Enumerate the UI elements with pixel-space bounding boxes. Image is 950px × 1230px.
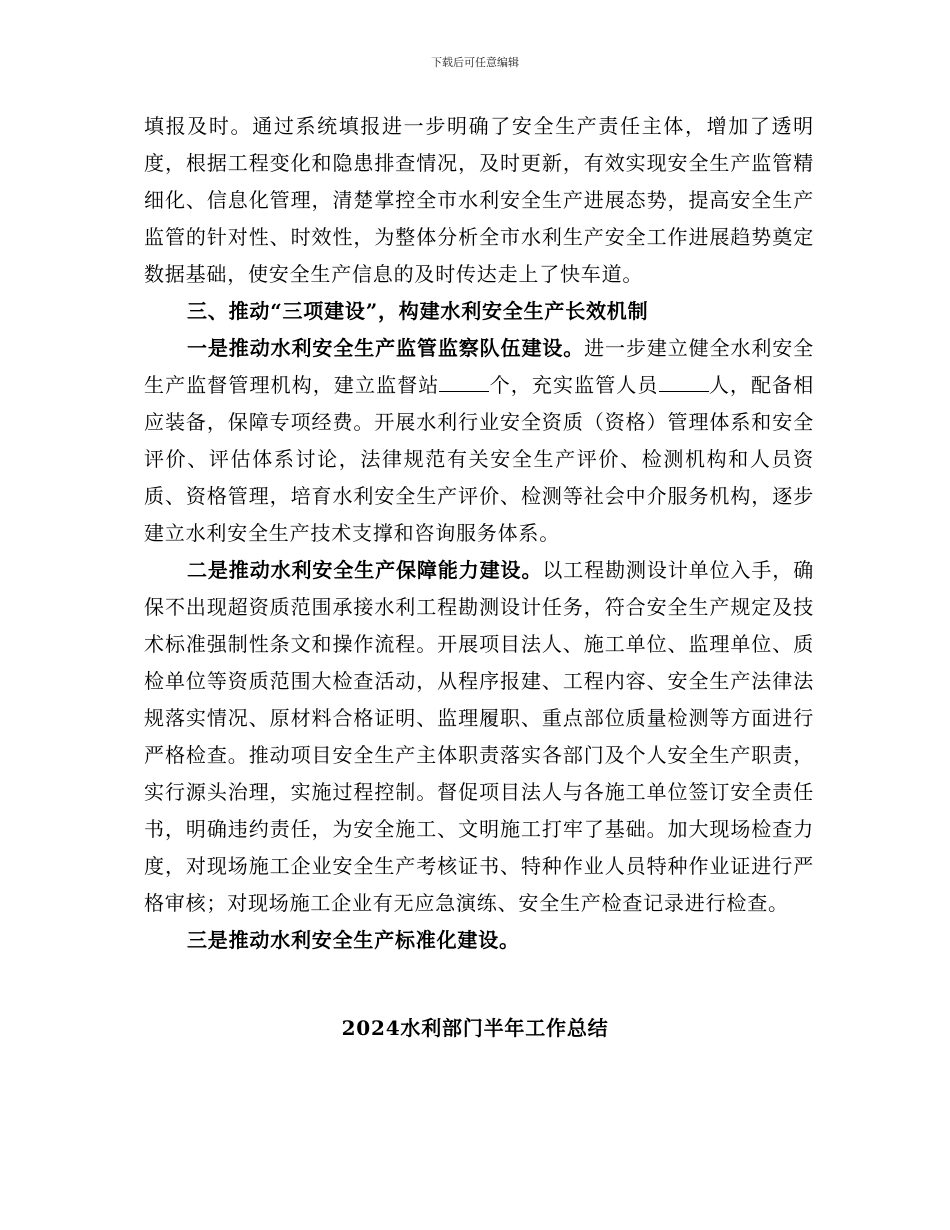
paragraph-standardization: 三是推动水利安全生产标准化建设。 [187,928,520,952]
paragraph-supervision-team [144,330,814,552]
paragraph-reporting: 填报及时。通过系统填报进一步明确了安全生产责任主体，增加了透明度，根据工程变化和隐患排查情况，及时更新，有效实现安全生产监管精细化、信息化管理，清楚掌控全市水利安全生产进展态势，提高安全生产监管的针对性、时效性，为整体分析全市水利生产安全工作进展趋势奠定数据基础，使安全生产信息的及时传达走上了快车道。 [144,114,814,286]
section-heading-three-constructions: 三、推动“三项建设”，构建水利安全生产长效机制 [187,299,649,323]
paragraph-text-safeguard: 以工程勘测设计单位入手，确保不出现超资质范围承接水利工程勘测设计任务，符合安全生产规定及技术标准强制性条文和操作流程。开展项目法人、施工单位、监理单位、质检单位等资质范围大检查活动，从程序报建、工程内容、安全生产法律法规落实情况、原材料合格证明、监理履职、重点部位质量检测等方面进行严格检查。推动项目安全生产主体职责落实各部门及个人安全生产职责，实行源头治理，实施过程控制。督促项目法人与各施工单位签订安全责任书，明确违约责任，为安全施工、文明施工打牢了基础。加大现场检查力度，对现场施工企业安全生产考核证书、特种作业人员特种作业证进行严格审核；对现场施工企业有无应急演练、安全生产检查记录进行检查。 [144,558,814,915]
paragraph-lead-safeguard: 二是推动水利安全生产保障能力建设。 [187,558,543,582]
paragraph-text-a: 进一步建立健全水利安全生产监督管理机构，建立监督站 [144,336,814,397]
blank-staff-count [659,373,709,392]
paragraph-text-c: 人，配备相应装备，保障专项经费。开展水利行业安全资质（资格）管理体系和安全评价、评估体系讨论，法律规范有关安全生产评价、检测机构和人员资质、资格管理，培育水利安全生产评价、检测等社会中介服务机构，逐步建立水利安全生产技术支撑和咨询服务体系。 [144,373,815,545]
paragraph-safeguard-capacity [144,552,814,922]
page-header-note: 下载后可任意编辑 [431,56,519,69]
blank-station-count [439,373,489,392]
document-body [144,108,814,959]
paragraph-text-b: 个，充实监管人员 [489,373,659,397]
document-footer-title: 2024水利部门半年工作总结 [341,1016,609,1040]
paragraph-lead-supervision: 一是推动水利安全生产监管监察队伍建设。 [187,336,585,360]
